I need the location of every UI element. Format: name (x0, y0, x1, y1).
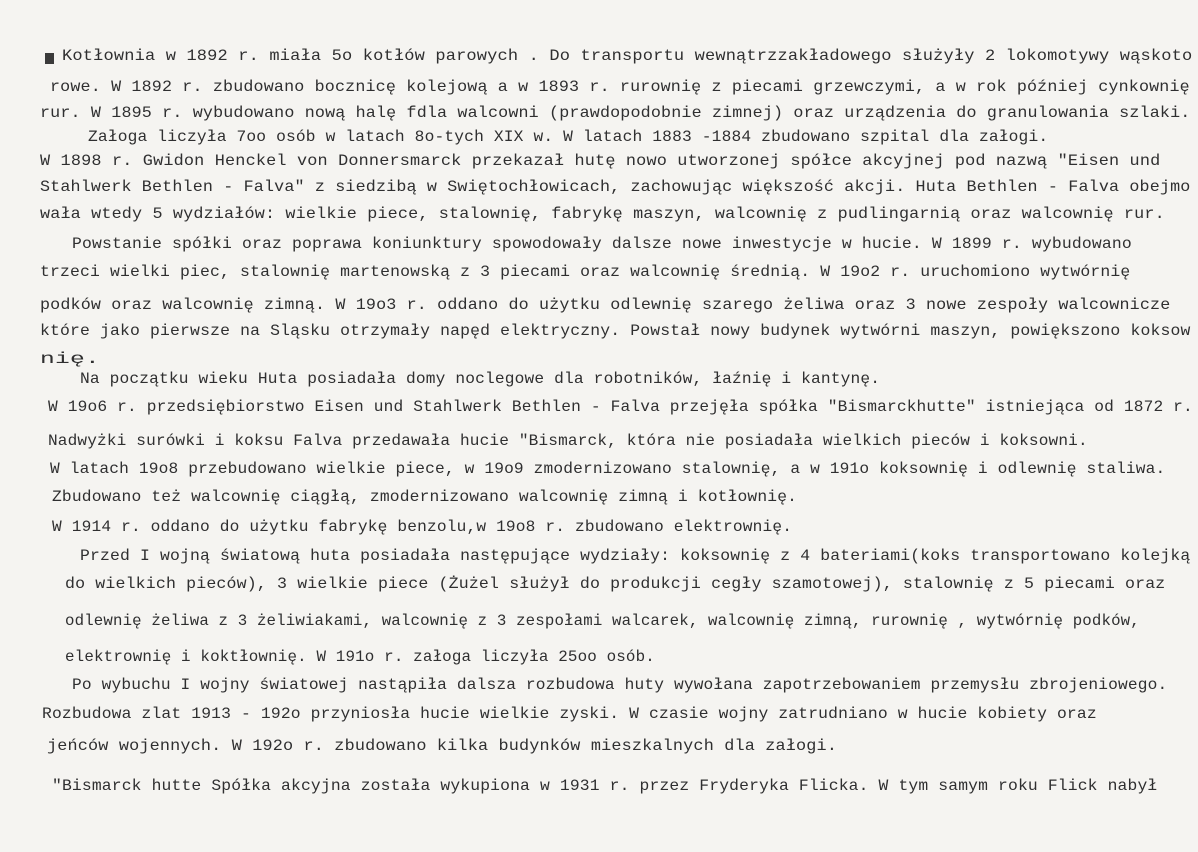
text-line-14: W 19o6 r. przedsiębiorstwo Eisen und Stahlwerk Bethlen - Falva przejęła spółka "Bismarckhutte" istniejąca od 1872 r. (48, 398, 1193, 416)
text-line-4: Załoga liczyła 7oo osób w latach 8o-tych XIX w. W latach 1883 -1884 zbudowano szpital dla załogi. (88, 128, 1049, 146)
text-line-17: Zbudowano też walcownię ciągłą, zmodernizowano walcownię zimną i kotłownię. (52, 488, 798, 506)
text-line-25: jeńców wojennych. W 192o r. zbudowano kilka budynków mieszkalnych dla załogi. (47, 737, 838, 755)
text-line-3: rur. W 1895 r. wybudowano nową halę fdla walcowni (prawdopodobnie zimnej) oraz urządzenia do granulowania szlaki. (40, 104, 1191, 122)
text-line-8: Powstanie spółki oraz poprawa koniunktury spowodowały dalsze nowe inwestycje w hucie. W 1899 r. wybudowano (72, 235, 1132, 253)
text-line-2: rowe. W 1892 r. zbudowano bocznicę kolejową a w 1893 r. rurownię z piecami grzewczymi, a w rok później cynkownię (50, 78, 1190, 96)
text-line-5: W 1898 r. Gwidon Henckel von Donnersmarck przekazał hutę nowo utworzonej spółce akcyjnej pod nazwą "Eisen und (40, 152, 1161, 170)
text-line-23: Po wybuchu I wojny światowej nastąpiła dalsza rozbudowa huty wywołana zapotrzebowaniem przemysłu zbrojeniowego. (72, 676, 1168, 694)
text-line-12: nię. (40, 350, 101, 368)
text-line-1: Kotłownia w 1892 r. miała 5o kotłów parowych . Do transportu wewnątrzzakładowego służyły 2 lokomotywy wąskoto (62, 47, 1193, 65)
text-line-13: Na początku wieku Huta posiadała domy noclegowe dla robotników, łaźnię i kantynę. (80, 370, 881, 388)
text-line-18: W 1914 r. oddano do użytku fabrykę benzolu,w 19o8 r. zbudowano elektrownię. (52, 518, 793, 536)
text-line-24: Rozbudowa zlat 1913 - 192o przyniosła hucie wielkie zyski. W czasie wojny zatrudniano w hucie kobiety oraz (42, 705, 1097, 723)
text-line-22: elektrownię i koktłownię. W 191o r. załoga liczyła 25oo osób. (65, 648, 655, 666)
text-line-15: Nadwyżki surówki i koksu Falva przedawała hucie "Bismarck, która nie posiadała wielkich pieców i koksowni. (48, 432, 1088, 450)
text-line-16: W latach 19o8 przebudowano wielkie piece, w 19o9 zmodernizowano stalownię, a w 191o koksownię i odlewnię staliwa. (50, 460, 1166, 478)
text-line-26: "Bismarck hutte Spółka akcyjna została wykupiona w 1931 r. przez Fryderyka Flicka. W tym samym roku Flick nabył (52, 777, 1158, 795)
text-line-7: wała wtedy 5 wydziałów: wielkie piece, stalownię, fabrykę maszyn, walcownię z pudlingarnią oraz walcownię rur. (40, 205, 1165, 223)
text-line-9: trzeci wielki piec, stalownię martenowską z 3 piecami oraz walcownię średnią. W 19o2 r. uruchomiono wytwórnię (40, 263, 1131, 281)
text-line-21: odlewnię żeliwa z 3 żeliwiakami, walcownię z 3 zespołami walcarek, walcownię zimną, rurownię , wytwórnię podków, (65, 612, 1140, 630)
text-line-11: które jako pierwsze na Sląsku otrzymały napęd elektryczny. Powstał nowy budynek wytwórni maszyn, powiększono koksow (40, 322, 1191, 340)
text-line-20: do wielkich pieców), 3 wielkie piece (Żużel służył do produkcji cegły szamotowej), stalownię z 5 piecami oraz (65, 575, 1166, 593)
bullet-mark-icon (45, 53, 54, 64)
text-line-19: Przed I wojną światową huta posiadała następujące wydziały: koksownię z 4 bateriami(koks transportowano kolejką (80, 547, 1191, 565)
text-line-10: podków oraz walcownię zimną. W 19o3 r. oddano do użytku odlewnię szarego żeliwa oraz 3 nowe zespoły walcownicze (40, 296, 1171, 314)
text-line-6: Stahlwerk Bethlen - Falva" z siedzibą w Swiętochłowicach, zachowując większość akcji. Huta Bethlen - Falva obejmo (40, 178, 1191, 196)
